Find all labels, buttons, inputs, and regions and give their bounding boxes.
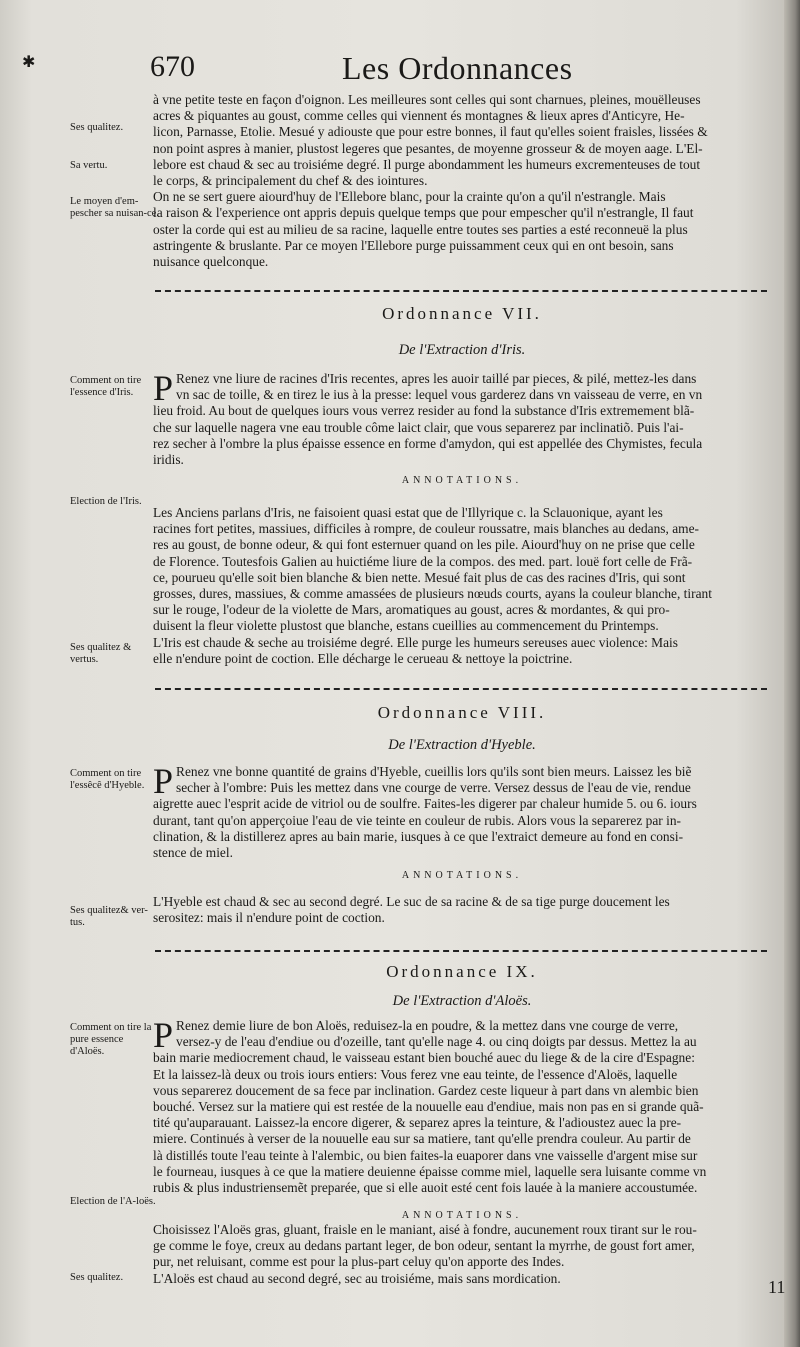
text-line-content: clination, & la distillerez apres au bain marie, iusques à ce que l'extraict demeure au fond en consi- (153, 828, 684, 844)
text-line-content: Renez vne bonne quantité de grains d'Hyeble, cueillis lors qu'ils sont bien meurs. Laissez les biẽ (176, 764, 692, 779)
corner-mark-bottom-right: 11 (768, 1277, 786, 1297)
margin-note: Election de l'Iris. (70, 496, 142, 507)
text-line-content: Renez demie liure de bon Aloës, reduisez-la en poudre, & la mettez dans vne courge de verre, (176, 1018, 679, 1033)
text-line-content: bain marie mediocrement chaud, le vaisseau estant bien bouché auec du liege & de la cire d'Espagne: (153, 1050, 695, 1066)
text-line (153, 1067, 771, 1083)
text-line (153, 436, 771, 452)
margin-note: Ses qualitez& ver-tus. (70, 905, 148, 928)
margin-note: Comment on tire la pure essence d'Aloës. (70, 1022, 152, 1057)
text-line-content: à vne petite teste en façon d'oignon. Les meilleures sont celles qui sont charnues, pleines, mouëlleuses (153, 92, 701, 107)
text-line-content: la raison & l'experience ont appris depuis quelque temps que pour empescher qu'il n'estrangle, Il faut (153, 205, 694, 221)
margin-note: Ses qualitez. (70, 122, 124, 133)
drop-cap: P (153, 368, 174, 408)
text-line (153, 108, 771, 124)
text-line (153, 141, 771, 157)
ordonnance-9-subtitle: De l'Extraction d'Aloës. (392, 993, 532, 1009)
text-line (153, 1115, 771, 1131)
text-line-content: ge comme le foye, creux au dedans partant leger, de bon odeur, sentant la myrrhe, de goust fort amer, (153, 1238, 695, 1254)
text-line (153, 189, 771, 205)
text-line-content: elle n'endure point de coction. Elle décharge le cerueau & nettoye la poictrine. (153, 650, 573, 666)
text-line (153, 124, 771, 140)
text-line (176, 1034, 771, 1050)
text-line (153, 845, 771, 861)
text-line (153, 796, 771, 812)
book-spine (784, 0, 800, 1347)
text-line-content: L'Hyeble est chaud & sec au second degré. Le suc de sa racine & de sa tige purge doucement les (153, 894, 670, 909)
text-line-content: iridis. (153, 451, 184, 467)
text-line (153, 1050, 771, 1066)
text-line-content: miere. Continués à verser de la nouuelle eau sur sa matiere, tant qu'elle prendra couleur. Au partir de (153, 1131, 691, 1147)
text-line-content: aigrette auec l'esprit acide de vitriol ou de soulfre. Faites-les digerer par chaleur humide 5. ou 6. iours (153, 796, 697, 812)
text-line-content: astringente & bruslante. Par ce moyen l'Ellebore purge puissamment ceux qui en ont besoin, sans (153, 237, 674, 253)
text-line-content: de Florence. Toutesfois Galien au huictiéme liure de la compos. des med. part. louë fort celle de Frã- (153, 553, 693, 569)
text-line-content: non point aspres à manier, plustost legeres que pesantes, de moyenne grosseur & de moyen aage. L'El- (153, 140, 703, 156)
text-line-content: versez-y de l'eau d'endiue ou d'ozeille, tant qu'elle nage 4. ou cinq doigts par dessus. Mettez la au (176, 1034, 697, 1050)
margin-note: Election de l'A-loës. (70, 1196, 156, 1207)
text-line-content: le corps, & principalement du chef & des iointures. (153, 172, 428, 188)
text-line (153, 420, 771, 436)
text-line (153, 635, 771, 651)
text-line (153, 1131, 771, 1147)
text-line-content: rez secher à l'ombre la plus épaisse essence en forme d'amydon, qui est appellée des Chymistes, fecula (153, 435, 703, 451)
ordonnance-7-heading: Ordonnance VII. (382, 304, 542, 323)
text-line-content: lieu froid. Au bout de quelques iours vous verrez resider au fond la substance d'Iris extremement blã- (153, 403, 695, 419)
text-line (153, 157, 771, 173)
text-line (176, 1018, 771, 1034)
text-line-content: ce, pourueu qu'elle soit bien blanche & bien nette. Mesué fait plus de cas des racines d'Iris, qui sont (153, 569, 686, 585)
text-line (153, 537, 771, 553)
text-line (153, 1099, 771, 1115)
ordonnance-9-annotations (153, 1222, 771, 1287)
text-line (176, 764, 771, 780)
text-line (153, 403, 771, 419)
ordonnance-8-text (153, 761, 771, 861)
text-line-content: L'Aloës est chaud au second degré, sec au troisiéme, mais sans mordication. (153, 1270, 561, 1286)
text-line-content: durant, tant qu'on apperçoiue l'eau de vie teinte en couleur de rubis. Alors vous la separerez par in- (153, 812, 681, 828)
text-line (176, 780, 771, 796)
text-line (153, 651, 771, 667)
text-line (153, 205, 771, 221)
ordonnance-8-annotations (153, 894, 771, 926)
ordonnance-8-heading: Ordonnance VIII. (377, 703, 547, 722)
text-line (153, 173, 771, 189)
text-line-content: Renez vne liure de racines d'Iris recentes, apres les auoir taillé par pieces, & pilé, mettez-les dans (176, 371, 697, 386)
text-line-content: secher à l'ombre: Puis les mettez dans vne courge de verre. Versez dessus de l'eau de vie, rendue (176, 780, 691, 796)
text-line (153, 254, 771, 270)
ordonnance-7-annotations (153, 505, 771, 667)
text-line (153, 1083, 771, 1099)
ordonnance-7-subtitle: De l'Extraction d'Iris. (398, 342, 526, 358)
running-title: Les Ordonnances (342, 50, 573, 86)
margin-note: Ses qualitez. (70, 1272, 124, 1283)
text-line (153, 602, 771, 618)
section-rule (155, 290, 767, 292)
text-line-content: grosses, dures, massiues, & comme amassées de plusieurs nœuds courts, ayans la couleur blanche, tirant (153, 585, 712, 601)
text-line (153, 238, 771, 254)
text-line (153, 1271, 771, 1287)
ordonnance-9-heading: Ordonnance IX. (386, 962, 538, 981)
text-line-content: L'Iris est chaude & seche au troisiéme degré. Elle purge les humeurs sereuses auec violence: Mais (153, 634, 678, 650)
section-rule (155, 688, 767, 690)
text-line (153, 452, 771, 468)
margin-note: Comment on tire l'essence d'Iris. (70, 375, 142, 398)
margin-note: Ses qualitez & vertus. (70, 642, 132, 665)
text-line-content: rubis & plus industriensemẽt preparée, que si elle auoit esté cent fois lauée à la maniere accoustumée. (153, 1179, 698, 1195)
text-line (176, 387, 771, 403)
ordonnance-9-text (153, 1015, 771, 1196)
margin-note: Le moyen d'em-pescher sa nuisan-ce. (70, 196, 159, 219)
text-line-content: Et la laissez-là deux ou trois iours entiers: Vous ferez vne eau teinte, de l'essence d'Aloës, laquelle (153, 1066, 678, 1082)
ordonnance-7-text (153, 368, 771, 468)
text-line-content: res au goust, de bonne odeur, & qui font esternuer quand on les pile. Aiourd'huy on ne prise que celle (153, 537, 695, 553)
margin-note: Comment on tire l'essêcê d'Hyeble. (70, 768, 145, 791)
text-line (153, 570, 771, 586)
page-number: 670 (150, 50, 195, 83)
text-line-content: le fourneau, iusques à ce que la matiere deuienne épaisse comme miel, laquelle sera luisante comme vn (153, 1163, 707, 1179)
text-line-content: oster la corde qui est au milieu de sa racine, laquelle entre toutes ses parties a esté reconneuë la plus (153, 221, 688, 237)
text-line (153, 910, 771, 926)
text-line-content: serositez: mais il n'endure point de coction. (153, 910, 385, 926)
drop-cap: P (153, 761, 174, 801)
text-line-content: duisent la fleur violette plustost que blanche, estans cueillies au commencement du Printemps. (153, 618, 659, 634)
ordonnance-8-annotations-heading: ANNOTATIONS. (401, 870, 523, 881)
text-line-content: racines fort petites, massiues, difficiles à rompre, de couleur roussatre, mais blanches au dedans, ame- (153, 521, 699, 537)
text-line (153, 618, 771, 634)
text-line-content: là distillés toute l'eau teinte à l'alembic, ou bien faites-la euaporer dans vne vaisselle d'argent mise sur (153, 1147, 698, 1163)
text-line (176, 371, 771, 387)
section-rule (155, 950, 767, 952)
text-line-content: Les Anciens parlans d'Iris, ne faisoient quasi estat que de l'Illyrique c. la Sclauonique, ayant les (153, 505, 663, 520)
text-line-content: tité qu'auparauant. Laissez-la encore digerer, & separez apres la teinture, & l'adioustez auec la pre- (153, 1115, 682, 1131)
text-line (153, 813, 771, 829)
intro-text (153, 92, 771, 270)
text-line (153, 1238, 771, 1254)
text-line-content: acres & piquantes au goust, comme celles qui viennent és montagnes & lieux apres d'Anticyre, He- (153, 108, 685, 124)
text-line (153, 1164, 771, 1180)
text-line (153, 1148, 771, 1164)
text-line-content: stence de miel. (153, 844, 233, 860)
text-line-content: che sur laquelle nagera vne eau trouble côme laict clair, que vous separerez par inclinatiõ. Puis l'ai- (153, 419, 684, 435)
text-line (153, 894, 771, 910)
text-line (153, 92, 771, 108)
text-line-content: Choisissez l'Aloës gras, gluant, fraisle en le maniant, aisé à fondre, aucunement roux tirant sur le rou- (153, 1222, 697, 1237)
ordonnance-8-subtitle: De l'Extraction d'Hyeble. (388, 737, 536, 753)
text-line-content: licon, Parnasse, Etolie. Mesué y adiouste que pour estre bonnes, il faut qu'elles soient fraisles, lissées & (153, 124, 708, 140)
text-line-content: vn sac de toille, & en tirez le ius à la presse: lequel vous garderez dans vn vaisseau de verre, en vn (176, 387, 703, 403)
corner-mark-top-left: ✱ (22, 54, 36, 71)
ordonnance-7-annotations-heading: ANNOTATIONS. (401, 475, 523, 486)
text-line-content: sur le rouge, l'odeur de la violette de Mars, aromatiques au goust, acres & mordantes, & qui pro- (153, 602, 670, 618)
text-line (153, 521, 771, 537)
text-line (153, 554, 771, 570)
page-header (150, 50, 610, 94)
ordonnance-9-annotations-heading: ANNOTATIONS. (401, 1210, 523, 1221)
text-line-content: pur, net reluisant, comme est pour la plus-part celuy qu'on apporte des Indes. (153, 1254, 565, 1270)
text-line (153, 586, 771, 602)
text-line-content: lebore est chaud & sec au troisiéme degré. Il purge abondamment les humeurs excrementeuses de tout (153, 156, 701, 172)
text-line-content: nuisance quelconque. (153, 253, 269, 269)
text-line (153, 829, 771, 845)
margin-note: Sa vertu. (70, 160, 108, 171)
text-line (153, 1222, 771, 1238)
text-line (153, 1180, 771, 1196)
text-line (153, 1254, 771, 1270)
drop-cap: P (153, 1015, 174, 1055)
text-line (153, 505, 771, 521)
text-line-content: On ne se sert guere aiourd'huy de l'Ellebore blanc, pour la crainte qu'on a qu'il n'estrangle. Mais (153, 189, 666, 205)
text-line-content: bouché. Versez sur la matiere qui est restée de la nouuelle eau d'endiue, mais non pas en si grande quã- (153, 1098, 704, 1114)
text-line (153, 222, 771, 238)
text-line-content: vous separerez doucement de sa fece par inclination. Gardez ceste liqueur à part dans vn alembic bien (153, 1082, 699, 1098)
